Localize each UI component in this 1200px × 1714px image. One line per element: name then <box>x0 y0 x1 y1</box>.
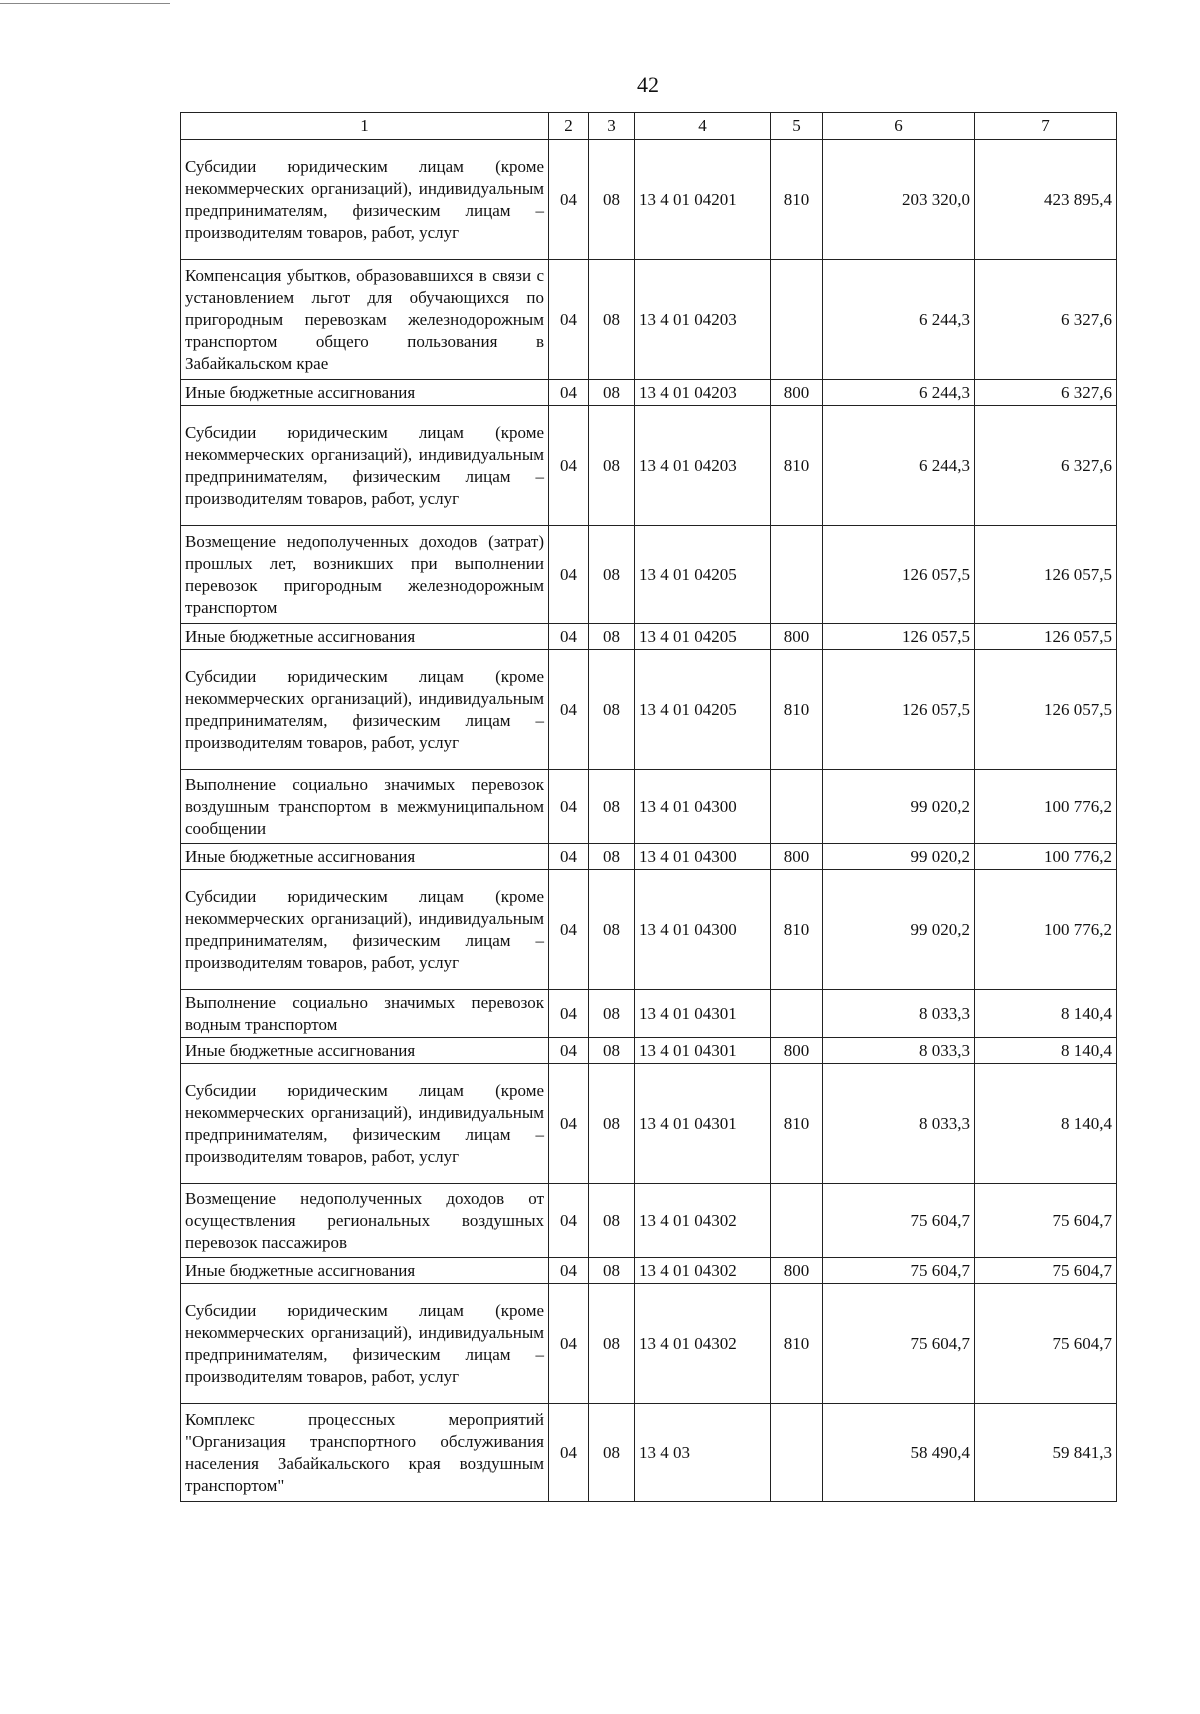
row-target-code: 13 4 03 <box>635 1404 771 1502</box>
row-amount-year1: 126 057,5 <box>823 526 975 624</box>
column-header: 6 <box>823 113 975 140</box>
row-expense-type: 810 <box>771 1064 823 1184</box>
row-expense-type: 800 <box>771 844 823 870</box>
row-amount-year1: 99 020,2 <box>823 870 975 990</box>
table-row <box>181 870 1117 990</box>
table-row <box>181 526 1117 624</box>
row-amount-year1: 126 057,5 <box>823 650 975 770</box>
row-amount-year2: 8 140,4 <box>975 1038 1117 1064</box>
row-name: Компенсация убытков, образовавшихся в связи с установлением льгот для обучающихся по пригородным перевозкам железнодорожным транспортом общего пользования в Забайкальском крае <box>181 260 549 380</box>
row-name: Иные бюджетные ассигнования <box>181 380 549 406</box>
row-expense-type: 800 <box>771 1038 823 1064</box>
table-row <box>181 990 1117 1038</box>
row-target-code: 13 4 01 04300 <box>635 770 771 844</box>
row-expense-type <box>771 260 823 380</box>
row-target-code: 13 4 01 04203 <box>635 380 771 406</box>
page-number: 42 <box>637 72 659 97</box>
table-row <box>181 624 1117 650</box>
row-name: Субсидии юридическим лицам (кроме некоммерческих организаций), индивидуальным предпринимателям, физическим лицам – производителям товаров, работ, услуг <box>181 650 549 770</box>
row-subsection: 08 <box>589 770 635 844</box>
row-expense-type: 810 <box>771 650 823 770</box>
row-subsection: 08 <box>589 406 635 526</box>
table-row <box>181 1404 1117 1502</box>
row-amount-year1: 6 244,3 <box>823 406 975 526</box>
row-expense-type: 810 <box>771 870 823 990</box>
table-row <box>181 1284 1117 1404</box>
row-amount-year1: 6 244,3 <box>823 260 975 380</box>
row-section: 04 <box>549 770 589 844</box>
row-amount-year1: 203 320,0 <box>823 140 975 260</box>
row-amount-year2: 75 604,7 <box>975 1284 1117 1404</box>
row-target-code: 13 4 01 04205 <box>635 526 771 624</box>
row-expense-type <box>771 770 823 844</box>
row-expense-type <box>771 1184 823 1258</box>
row-target-code: 13 4 01 04205 <box>635 650 771 770</box>
row-section: 04 <box>549 526 589 624</box>
row-name: Комплекс процессных мероприятий "Организация транспортного обслуживания населения Забайкальского края воздушным транспортом" <box>181 1404 549 1502</box>
row-target-code: 13 4 01 04301 <box>635 990 771 1038</box>
row-amount-year2: 423 895,4 <box>975 140 1117 260</box>
table-row <box>181 140 1117 260</box>
row-amount-year1: 126 057,5 <box>823 624 975 650</box>
row-name: Иные бюджетные ассигнования <box>181 844 549 870</box>
row-amount-year2: 8 140,4 <box>975 990 1117 1038</box>
row-section: 04 <box>549 1404 589 1502</box>
table-row <box>181 1064 1117 1184</box>
row-amount-year2: 6 327,6 <box>975 380 1117 406</box>
row-amount-year1: 99 020,2 <box>823 844 975 870</box>
row-name: Субсидии юридическим лицам (кроме некоммерческих организаций), индивидуальным предпринимателям, физическим лицам – производителям товаров, работ, услуг <box>181 1284 549 1404</box>
row-subsection: 08 <box>589 1038 635 1064</box>
row-subsection: 08 <box>589 844 635 870</box>
row-subsection: 08 <box>589 1184 635 1258</box>
table-row <box>181 770 1117 844</box>
row-amount-year2: 75 604,7 <box>975 1184 1117 1258</box>
row-subsection: 08 <box>589 1404 635 1502</box>
column-header: 2 <box>549 113 589 140</box>
table-row <box>181 406 1117 526</box>
row-section: 04 <box>549 844 589 870</box>
row-target-code: 13 4 01 04302 <box>635 1284 771 1404</box>
row-target-code: 13 4 01 04302 <box>635 1258 771 1284</box>
row-target-code: 13 4 01 04301 <box>635 1038 771 1064</box>
row-name: Иные бюджетные ассигнования <box>181 1258 549 1284</box>
column-header: 4 <box>635 113 771 140</box>
row-amount-year2: 100 776,2 <box>975 770 1117 844</box>
row-section: 04 <box>549 870 589 990</box>
row-section: 04 <box>549 1038 589 1064</box>
column-header: 1 <box>181 113 549 140</box>
row-subsection: 08 <box>589 260 635 380</box>
row-expense-type: 800 <box>771 624 823 650</box>
row-amount-year2: 126 057,5 <box>975 624 1117 650</box>
row-amount-year1: 8 033,3 <box>823 990 975 1038</box>
row-target-code: 13 4 01 04205 <box>635 624 771 650</box>
row-amount-year1: 99 020,2 <box>823 770 975 844</box>
row-target-code: 13 4 01 04201 <box>635 140 771 260</box>
row-amount-year1: 8 033,3 <box>823 1038 975 1064</box>
row-expense-type <box>771 990 823 1038</box>
table-row <box>181 380 1117 406</box>
row-subsection: 08 <box>589 526 635 624</box>
row-expense-type: 800 <box>771 380 823 406</box>
row-expense-type: 810 <box>771 140 823 260</box>
table-row <box>181 1258 1117 1284</box>
row-amount-year1: 6 244,3 <box>823 380 975 406</box>
row-subsection: 08 <box>589 624 635 650</box>
row-name: Выполнение социально значимых перевозок воздушным транспортом в межмуниципальном сообщении <box>181 770 549 844</box>
column-header: 5 <box>771 113 823 140</box>
row-section: 04 <box>549 380 589 406</box>
table-row <box>181 1038 1117 1064</box>
row-name: Иные бюджетные ассигнования <box>181 1038 549 1064</box>
row-target-code: 13 4 01 04301 <box>635 1064 771 1184</box>
row-section: 04 <box>549 624 589 650</box>
row-section: 04 <box>549 140 589 260</box>
row-section: 04 <box>549 990 589 1038</box>
table-header-row <box>181 113 1117 140</box>
row-subsection: 08 <box>589 650 635 770</box>
row-name: Возмещение недополученных доходов (затрат) прошлых лет, возникших при выполнении перевозок пригородным железнодорожным транспортом <box>181 526 549 624</box>
row-target-code: 13 4 01 04203 <box>635 406 771 526</box>
row-name: Выполнение социально значимых перевозок водным транспортом <box>181 990 549 1038</box>
row-section: 04 <box>549 1064 589 1184</box>
row-subsection: 08 <box>589 1284 635 1404</box>
row-amount-year1: 75 604,7 <box>823 1258 975 1284</box>
table-row <box>181 650 1117 770</box>
column-header: 3 <box>589 113 635 140</box>
row-subsection: 08 <box>589 1258 635 1284</box>
row-subsection: 08 <box>589 870 635 990</box>
row-expense-type: 800 <box>771 1258 823 1284</box>
row-target-code: 13 4 01 04300 <box>635 870 771 990</box>
row-amount-year2: 126 057,5 <box>975 650 1117 770</box>
row-name: Субсидии юридическим лицам (кроме некоммерческих организаций), индивидуальным предпринимателям, физическим лицам – производителям товаров, работ, услуг <box>181 406 549 526</box>
row-amount-year2: 59 841,3 <box>975 1404 1117 1502</box>
row-amount-year2: 100 776,2 <box>975 870 1117 990</box>
row-amount-year1: 75 604,7 <box>823 1184 975 1258</box>
row-subsection: 08 <box>589 990 635 1038</box>
row-target-code: 13 4 01 04302 <box>635 1184 771 1258</box>
row-section: 04 <box>549 260 589 380</box>
row-name: Субсидии юридическим лицам (кроме некоммерческих организаций), индивидуальным предпринимателям, физическим лицам – производителям товаров, работ, услуг <box>181 140 549 260</box>
row-expense-type: 810 <box>771 406 823 526</box>
row-amount-year2: 6 327,6 <box>975 260 1117 380</box>
row-amount-year2: 8 140,4 <box>975 1064 1117 1184</box>
row-section: 04 <box>549 650 589 770</box>
row-subsection: 08 <box>589 380 635 406</box>
row-name: Возмещение недополученных доходов от осуществления региональных воздушных перевозок пассажиров <box>181 1184 549 1258</box>
row-name: Субсидии юридическим лицам (кроме некоммерческих организаций), индивидуальным предпринимателям, физическим лицам – производителям товаров, работ, услуг <box>181 870 549 990</box>
table-row <box>181 260 1117 380</box>
row-amount-year2: 6 327,6 <box>975 406 1117 526</box>
row-expense-type <box>771 1404 823 1502</box>
row-subsection: 08 <box>589 140 635 260</box>
row-subsection: 08 <box>589 1064 635 1184</box>
table-row <box>181 1184 1117 1258</box>
table-row <box>181 844 1117 870</box>
row-target-code: 13 4 01 04203 <box>635 260 771 380</box>
row-expense-type: 810 <box>771 1284 823 1404</box>
column-header: 7 <box>975 113 1117 140</box>
row-amount-year2: 100 776,2 <box>975 844 1117 870</box>
row-section: 04 <box>549 1184 589 1258</box>
row-name: Субсидии юридическим лицам (кроме некоммерческих организаций), индивидуальным предпринимателям, физическим лицам – производителям товаров, работ, услуг <box>181 1064 549 1184</box>
row-target-code: 13 4 01 04300 <box>635 844 771 870</box>
row-expense-type <box>771 526 823 624</box>
row-amount-year2: 126 057,5 <box>975 526 1117 624</box>
scan-edge-line <box>0 3 170 4</box>
row-section: 04 <box>549 1258 589 1284</box>
row-amount-year2: 75 604,7 <box>975 1258 1117 1284</box>
row-section: 04 <box>549 406 589 526</box>
budget-table <box>180 112 1117 1502</box>
row-amount-year1: 8 033,3 <box>823 1064 975 1184</box>
row-amount-year1: 75 604,7 <box>823 1284 975 1404</box>
row-amount-year1: 58 490,4 <box>823 1404 975 1502</box>
row-name: Иные бюджетные ассигнования <box>181 624 549 650</box>
row-section: 04 <box>549 1284 589 1404</box>
